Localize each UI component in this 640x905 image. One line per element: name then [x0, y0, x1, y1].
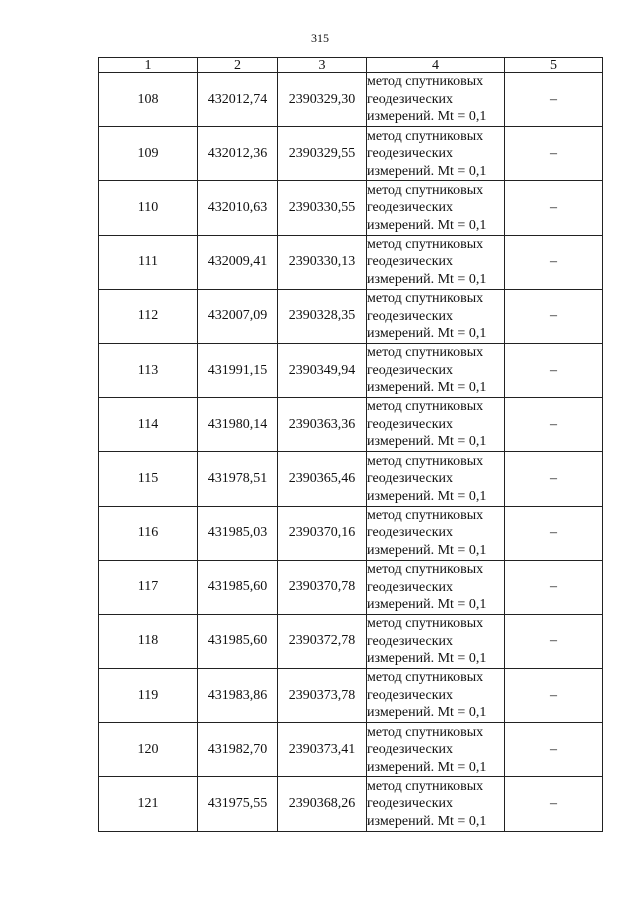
- extra-cell: –: [505, 669, 603, 723]
- method-line-2: геодезических: [367, 525, 454, 541]
- method-line-1: метод спутниковых: [367, 724, 484, 740]
- method-cell: [367, 506, 505, 560]
- point-number: 109: [99, 127, 198, 181]
- method-line-2: геодезических: [367, 471, 454, 487]
- y-coordinate: 2390373,78: [278, 669, 367, 723]
- extra-cell: –: [505, 127, 603, 181]
- method-cell: [367, 289, 505, 343]
- method-line-1: метод спутниковых: [367, 778, 484, 794]
- method-line-2: геодезических: [367, 633, 454, 649]
- method-line-1: метод спутниковых: [367, 453, 484, 469]
- method-line-3: измерений. Mt = 0,1: [367, 109, 487, 125]
- method-line-3: измерений. Mt = 0,1: [367, 759, 487, 775]
- method-line-1: метод спутниковых: [367, 399, 484, 415]
- y-coordinate: 2390365,46: [278, 452, 367, 506]
- x-coordinate: 431985,60: [198, 560, 278, 614]
- x-coordinate: 432012,36: [198, 127, 278, 181]
- method-cell: [367, 181, 505, 235]
- y-coordinate: 2390363,36: [278, 398, 367, 452]
- table-row: [99, 669, 603, 723]
- y-coordinate: 2390329,30: [278, 73, 367, 127]
- method-line-2: геодезических: [367, 254, 454, 270]
- method-cell: [367, 560, 505, 614]
- y-coordinate: 2390370,78: [278, 560, 367, 614]
- y-coordinate: 2390329,55: [278, 127, 367, 181]
- method-cell: [367, 398, 505, 452]
- method-line-2: геодезических: [367, 416, 454, 432]
- method-line-3: измерений. Mt = 0,1: [367, 705, 487, 721]
- point-number: 114: [99, 398, 198, 452]
- point-number: 116: [99, 506, 198, 560]
- x-coordinate: 431982,70: [198, 723, 278, 777]
- column-header-5: 5: [505, 58, 603, 73]
- x-coordinate: 432009,41: [198, 235, 278, 289]
- method-line-1: метод спутниковых: [367, 182, 484, 198]
- method-line-2: геодезических: [367, 796, 454, 812]
- extra-cell: –: [505, 614, 603, 668]
- x-coordinate: 431983,86: [198, 669, 278, 723]
- method-line-1: метод спутниковых: [367, 128, 484, 144]
- point-number: 113: [99, 343, 198, 397]
- page-number: 315: [311, 31, 329, 45]
- y-coordinate: 2390368,26: [278, 777, 367, 831]
- y-coordinate: 2390349,94: [278, 343, 367, 397]
- column-header-3: 3: [278, 58, 367, 73]
- table-row: [99, 723, 603, 777]
- point-number: 108: [99, 73, 198, 127]
- extra-cell: –: [505, 73, 603, 127]
- table-row: [99, 73, 603, 127]
- method-line-2: геодезических: [367, 308, 454, 324]
- method-cell: [367, 452, 505, 506]
- extra-cell: –: [505, 452, 603, 506]
- point-number: 119: [99, 669, 198, 723]
- method-line-1: метод спутниковых: [367, 74, 484, 90]
- x-coordinate: 431985,60: [198, 614, 278, 668]
- method-line-3: измерений. Mt = 0,1: [367, 597, 487, 613]
- table-row: [99, 235, 603, 289]
- column-header-1: 1: [99, 58, 198, 73]
- point-number: 117: [99, 560, 198, 614]
- extra-cell: –: [505, 777, 603, 831]
- method-line-1: метод спутниковых: [367, 562, 484, 578]
- point-number: 115: [99, 452, 198, 506]
- extra-cell: –: [505, 398, 603, 452]
- table-row: [99, 289, 603, 343]
- method-line-2: геодезических: [367, 742, 454, 758]
- x-coordinate: 431985,03: [198, 506, 278, 560]
- method-line-2: геодезических: [367, 146, 454, 162]
- method-line-3: измерений. Mt = 0,1: [367, 271, 487, 287]
- method-line-3: измерений. Mt = 0,1: [367, 163, 487, 179]
- table-row: [99, 343, 603, 397]
- extra-cell: –: [505, 560, 603, 614]
- method-line-1: метод спутниковых: [367, 670, 484, 686]
- table-row: [99, 614, 603, 668]
- x-coordinate: 431991,15: [198, 343, 278, 397]
- table-row: [99, 181, 603, 235]
- method-cell: [367, 343, 505, 397]
- column-header-2: 2: [198, 58, 278, 73]
- y-coordinate: 2390372,78: [278, 614, 367, 668]
- x-coordinate: 431978,51: [198, 452, 278, 506]
- method-cell: [367, 777, 505, 831]
- extra-cell: –: [505, 723, 603, 777]
- method-line-1: метод спутниковых: [367, 507, 484, 523]
- coordinates-table: [98, 57, 603, 832]
- point-number: 118: [99, 614, 198, 668]
- method-line-1: метод спутниковых: [367, 236, 484, 252]
- y-coordinate: 2390330,13: [278, 235, 367, 289]
- y-coordinate: 2390370,16: [278, 506, 367, 560]
- point-number: 110: [99, 181, 198, 235]
- table-row: [99, 506, 603, 560]
- x-coordinate: 432010,63: [198, 181, 278, 235]
- table-row: [99, 398, 603, 452]
- method-cell: [367, 235, 505, 289]
- method-line-3: измерений. Mt = 0,1: [367, 380, 487, 396]
- table-row: [99, 777, 603, 831]
- method-line-2: геодезических: [367, 579, 454, 595]
- method-line-2: геодезических: [367, 687, 454, 703]
- method-line-2: геодезических: [367, 362, 454, 378]
- extra-cell: –: [505, 235, 603, 289]
- point-number: 121: [99, 777, 198, 831]
- method-line-1: метод спутниковых: [367, 616, 484, 632]
- extra-cell: –: [505, 289, 603, 343]
- x-coordinate: 432012,74: [198, 73, 278, 127]
- extra-cell: –: [505, 343, 603, 397]
- method-line-3: измерений. Mt = 0,1: [367, 326, 487, 342]
- method-line-3: измерений. Mt = 0,1: [367, 813, 487, 829]
- method-line-1: метод спутниковых: [367, 291, 484, 307]
- table-header: [99, 58, 603, 73]
- x-coordinate: 431980,14: [198, 398, 278, 452]
- x-coordinate: 432007,09: [198, 289, 278, 343]
- method-line-2: геодезических: [367, 200, 454, 216]
- method-line-3: измерений. Mt = 0,1: [367, 651, 487, 667]
- point-number: 112: [99, 289, 198, 343]
- column-header-4: 4: [367, 58, 505, 73]
- table-body: [99, 73, 603, 832]
- method-line-3: измерений. Mt = 0,1: [367, 434, 487, 450]
- method-cell: [367, 127, 505, 181]
- table-row: [99, 452, 603, 506]
- x-coordinate: 431975,55: [198, 777, 278, 831]
- y-coordinate: 2390330,55: [278, 181, 367, 235]
- method-line-3: измерений. Mt = 0,1: [367, 488, 487, 504]
- header-row: [99, 58, 603, 73]
- extra-cell: –: [505, 181, 603, 235]
- table-row: [99, 127, 603, 181]
- method-line-1: метод спутниковых: [367, 345, 484, 361]
- method-line-2: геодезических: [367, 91, 454, 107]
- method-cell: [367, 669, 505, 723]
- point-number: 120: [99, 723, 198, 777]
- table-row: [99, 560, 603, 614]
- method-cell: [367, 73, 505, 127]
- y-coordinate: 2390373,41: [278, 723, 367, 777]
- point-number: 111: [99, 235, 198, 289]
- method-line-3: измерений. Mt = 0,1: [367, 542, 487, 558]
- method-line-3: измерений. Mt = 0,1: [367, 217, 487, 233]
- extra-cell: –: [505, 506, 603, 560]
- method-cell: [367, 723, 505, 777]
- y-coordinate: 2390328,35: [278, 289, 367, 343]
- method-cell: [367, 614, 505, 668]
